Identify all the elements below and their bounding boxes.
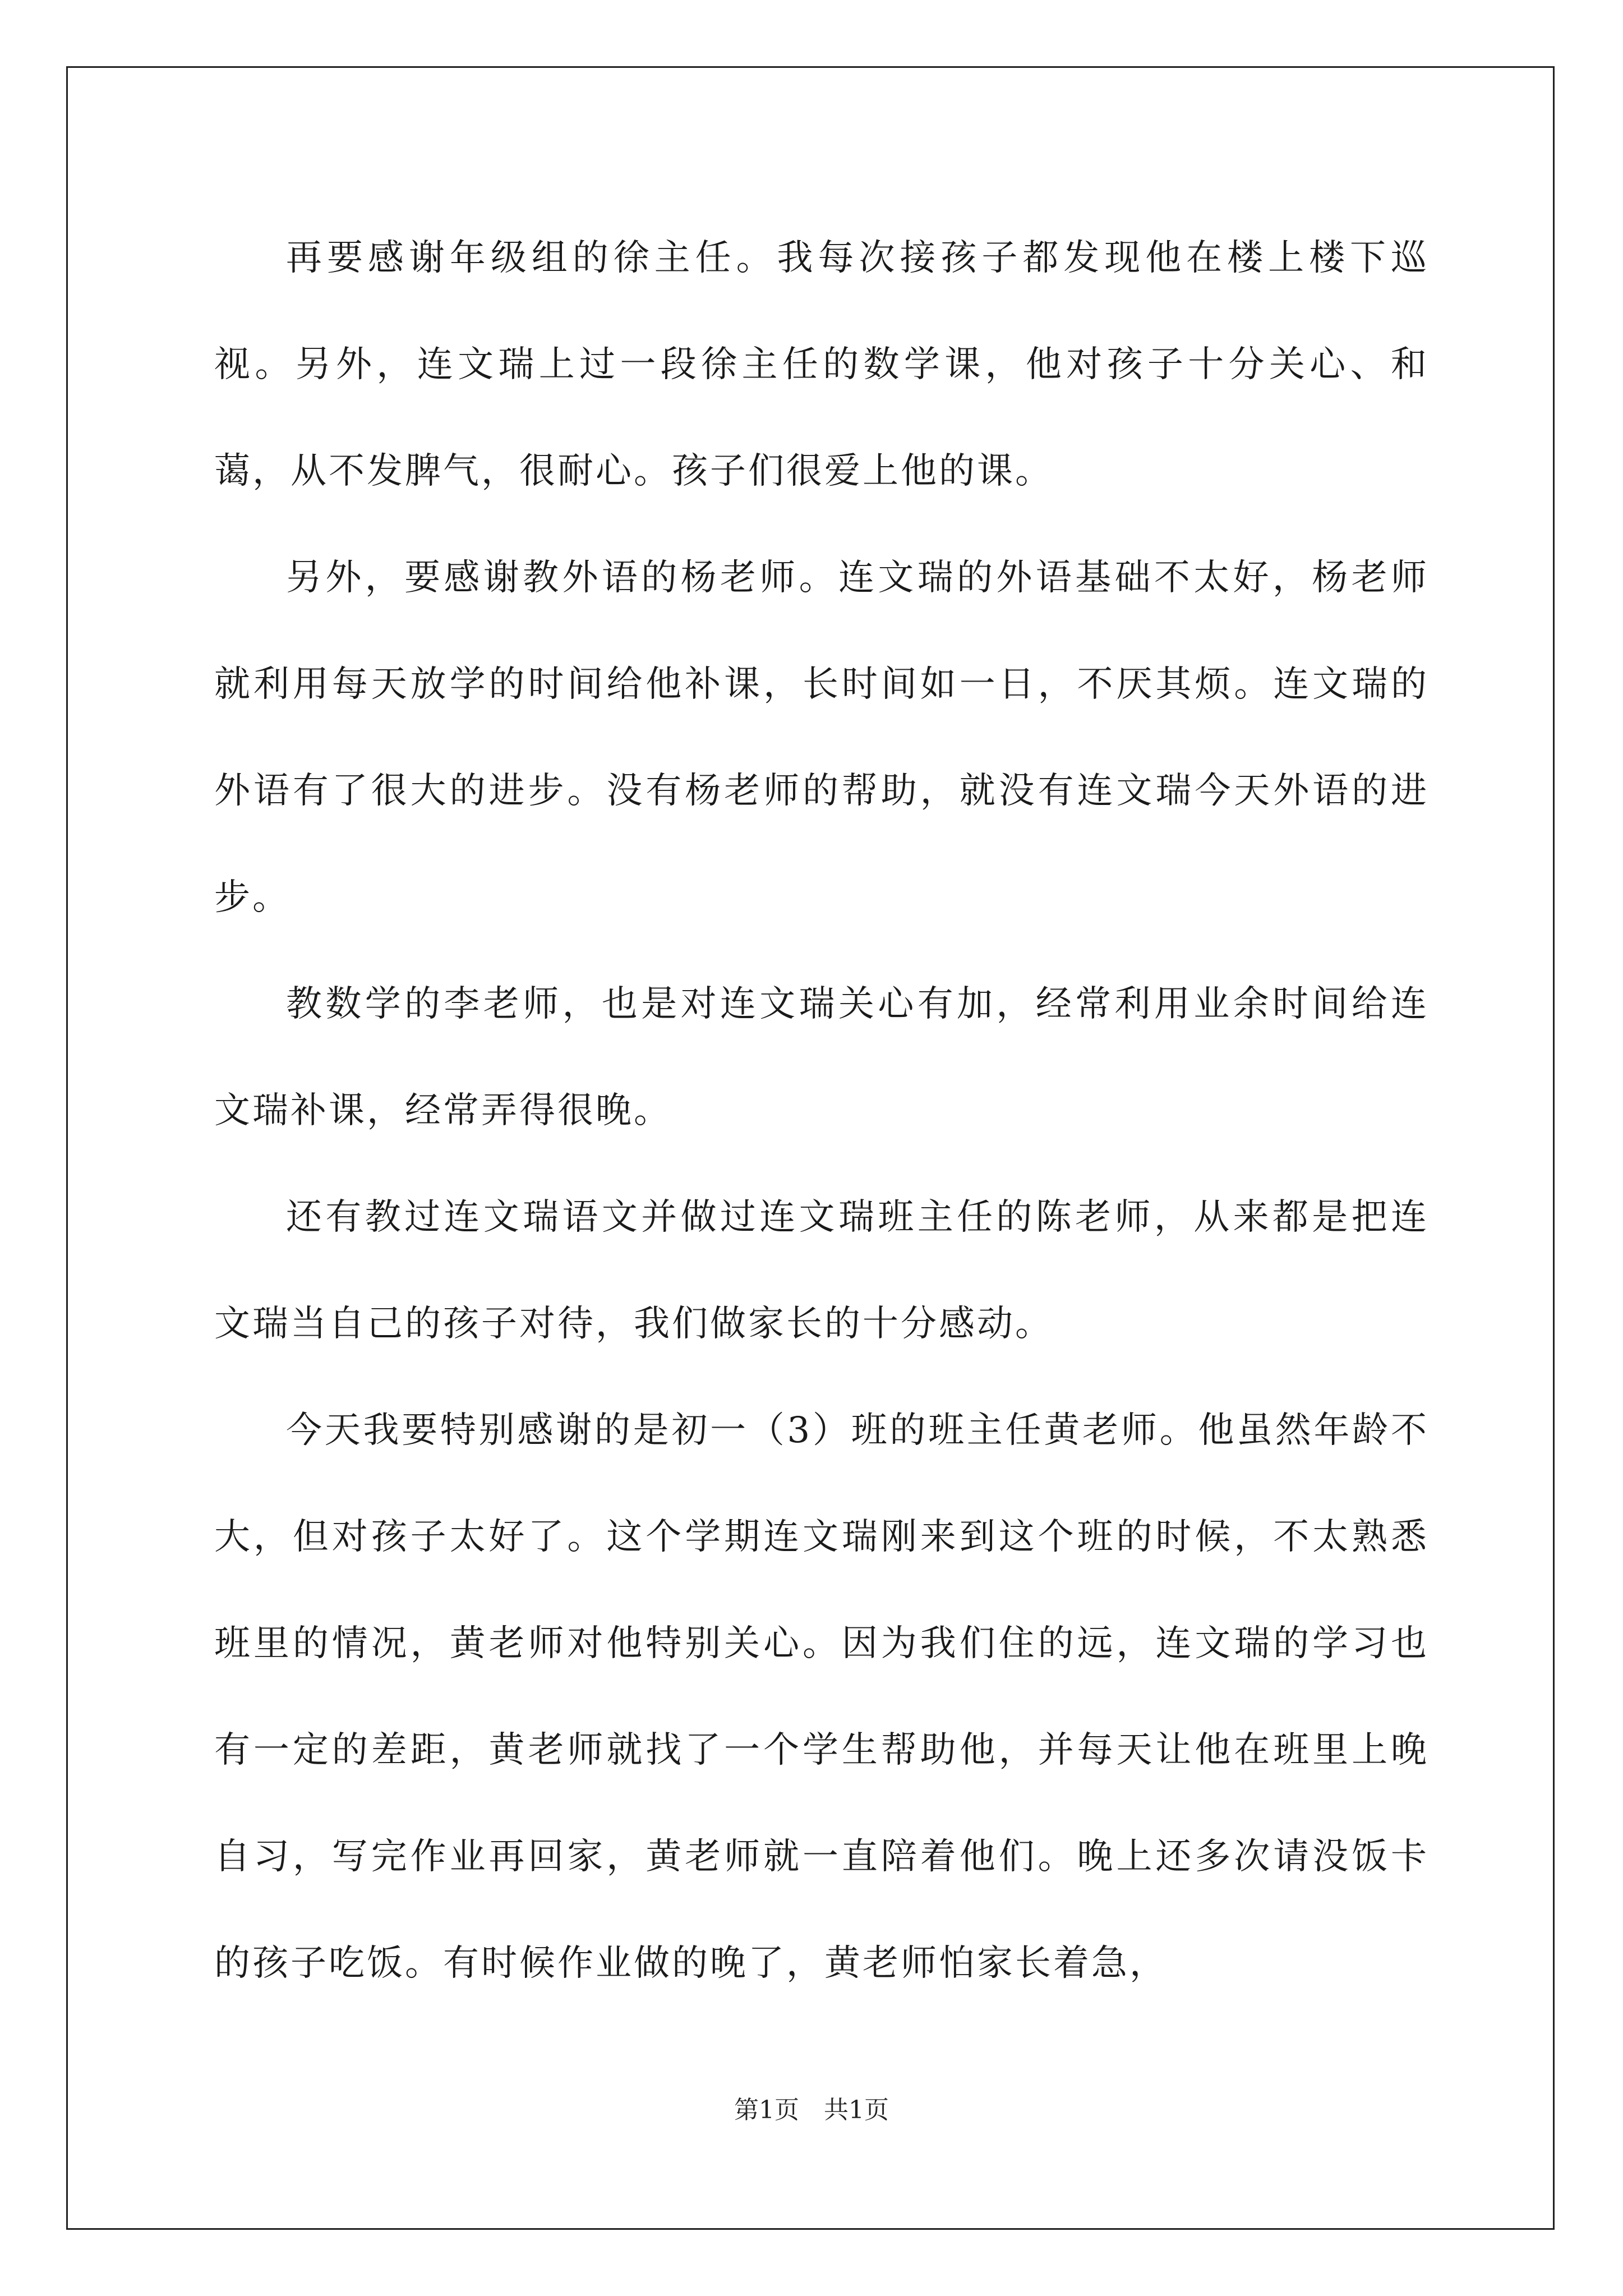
paragraph: 今天我要特别感谢的是初一（3）班的班主任黄老师。他虽然年龄不大，但对孩子太好了。这个学期连文瑞刚来到这个班的时候，不太熟悉班里的情况，黄老师对他特别关心。因为我们住的远，连文瑞的学习也有一定的差距，黄老师就找了一个学生帮助他，并每天让他在班里上晚自习，写完作业再回家，黄老师就一直陪着他们。晚上还多次请没饭卡的孩子吃饭。有时候作业做的晚了，黄老师怕家长着急， [214, 1410, 1429, 1984]
document-body [214, 205, 1429, 2017]
paragraph: 教数学的李老师，也是对连文瑞关心有加，经常利用业余时间给连文瑞补课，经常弄得很晚。 [214, 983, 1429, 1131]
page-footer: 第1页 共1页 [734, 2096, 889, 2124]
paragraph: 再要感谢年级组的徐主任。我每次接孩子都发现他在楼上楼下巡视。另外，连文瑞上过一段徐主任的数学课，他对孩子十分关心、和蔼，从不发脾气，很耐心。孩子们很爱上他的课。 [214, 237, 1429, 492]
paragraph: 另外，要感谢教外语的杨老师。连文瑞的外语基础不太好，杨老师就利用每天放学的时间给他补课，长时间如一日，不厌其烦。连文瑞的外语有了很大的进步。没有杨老师的帮助，就没有连文瑞今天外语的进步。 [214, 557, 1429, 918]
paragraph: 还有教过连文瑞语文并做过连文瑞班主任的陈老师，从来都是把连文瑞当自己的孩子对待，我们做家长的十分感动。 [214, 1197, 1429, 1345]
